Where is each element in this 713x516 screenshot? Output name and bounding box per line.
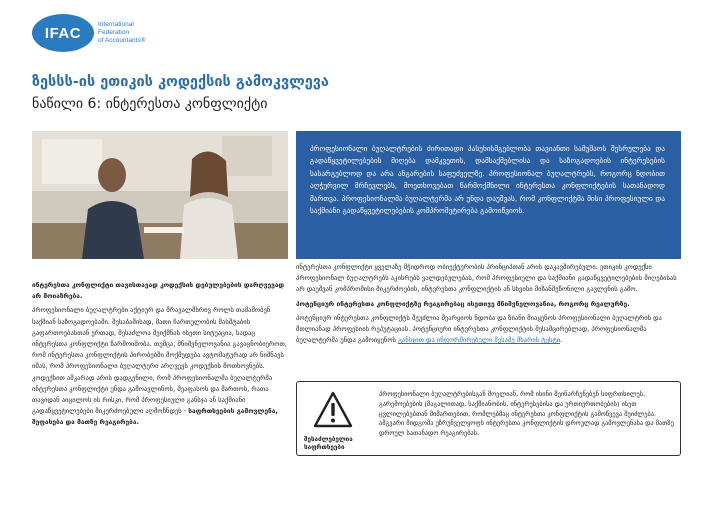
left-column-body bbox=[32, 305, 288, 428]
right-paragraph-2: პოტენციურ ინტერესთა კონფლიქტზე რეაგირებაც ისეთივე მნიშვნელოვანია, როგორც რეალურზე. bbox=[296, 299, 630, 308]
left-column-bold-text: საფრთხეების გამოვლენა, შეფასება და მათზე რეაგირება. bbox=[32, 407, 278, 427]
threats-note-box bbox=[296, 381, 681, 456]
left-column-lead: ინტერესთა კონფლიქტი თავისთავად კოდექსის დებულებების დარღვევად არ მოიაზრება. bbox=[32, 281, 285, 301]
ifac-logo bbox=[32, 14, 145, 52]
right-paragraph-3 bbox=[296, 313, 681, 347]
left-column bbox=[32, 268, 288, 429]
ifac-logo-text bbox=[98, 21, 145, 45]
logo-line-1: International bbox=[98, 21, 134, 28]
right-column bbox=[296, 262, 681, 349]
right-paragraph-3-end: . bbox=[560, 336, 563, 345]
meeting-photo bbox=[32, 131, 288, 259]
intro-callout: პროფესიონალი ბუღალტრების ძირითადი პასუხისმგებლობა თავიანთი სამუშაოს შესრულება და გადაწყვეტილებების მიღება დამკვეთის, დამსაქმებლისა და საზოგადოების ინტერესების სასარგებლოდ და არა ანგარების საფუძველზე. პროფესიონალ ბუღალტრებს, როგორც ნდობით აღჭურვილ მრჩევლებს, მოეთხოვებათ წარმოქმნილი ინტერესთა კონფლიქტების სათანადოდ მართვა. პროფესიონალმა ბუღალტერმა არ უნდა დაუშვას, რომ კონფლიქტმა მისი პროფესიული და საქმიანი გადაწყვეტილებების კომპრომეტირება გამოიწვიოს. bbox=[296, 131, 681, 259]
note-caption: შესაძლებელია საფრთხეები bbox=[304, 436, 353, 451]
ifac-logo-mark: IFAC bbox=[32, 14, 94, 52]
note-icon-area bbox=[304, 390, 362, 452]
note-text: პროფესიონალი ბუღალტრებისგან მოელიან, რომ ისინი შეინარჩუნებენ სიფრთხილეს, გარემოებების (მაგალითად, საქმიანობის, ინტერესებისა და ურთიერთობების) ისეთ ცვლილებებთან მიმართებით, რომლებმაც ინტერესთა კონფლიქტის გამოწვევა შეიძლება. ამგვარი მიდგომა უზრუნველყოფს ინტერესთა კონფლიქტის დროულად გამოვლენასა და მათზე დროულ სათანადო რეაგირებას. bbox=[379, 390, 674, 438]
page-title: ზესსს-ის ეთიკის კოდექსის გამოკვლევა bbox=[32, 74, 329, 90]
page-subtitle: ნაწილი 6: ინტერესთა კონფლიქტი bbox=[32, 96, 268, 112]
logo-line-2: Federation bbox=[98, 29, 130, 36]
warning-icon bbox=[313, 390, 353, 430]
right-paragraph-3-text: პოტენციურ ინტერესთა კონფლიქტს შეუძლია შეარყიოს ნდობა და ზიანი მიაყენოს პროფესიონალი ბუღალტრის და მთლიანად პროფესიის რეპუტაციას. პოტენციური ინტერესთა კონფლიქტის შესამცირებლად, პროფესიონალმა ბუღალტერმა უნდა გამოიყენოს bbox=[296, 313, 662, 345]
left-column-text: პროფესიონალი ბუღალტრები აქტიურ და მრავალმხრივ როლს თამაშობენ საქმიან საზოგადოებაში. შესაბამისად, მათი ჩართულობის მასშტაბის გაფართოებასთან ერთად, შესაძლოა შეიქმნას ისეთი სიტუაცია, სადაც ინტერესთა კონფლიქტი წარმოიშობა. თუმცა, მნიშვნელოვანია გავაცნობიეროთ, რომ ინტერესთა კონფლიქტის პირობებში მოქმედება ავტომატურად არ ნიშნავს იმას, რომ პროფესიონალი ბუღალტერი არღვევს კოდექსის მოთხოვნებს. კოდექსით აშკარად არის დადგენილი, რომ პროფესიონალმა ბუღალტერმა ინტერესთა კონფლიქტი უნდა გამოავლინოს, შეაფასოს და მართოს, რათა თავიდან აიცილოს ის რისკი, რომ პროფესიული განსჯა ან საქმიანი გადაწყვეტილებები მიკერძოებული აღმოჩნდეს - bbox=[32, 306, 287, 416]
meeting-photo-illustration bbox=[32, 131, 288, 259]
logo-line-3: of Accountants® bbox=[98, 37, 146, 44]
third-party-test-link[interactable]: განსჯით და ინფორმირებული მესამე მხარის ტესტი bbox=[398, 336, 561, 345]
right-paragraph-1: ინტერესთა კონფლიქტი ყველაზე მჭიდროდ ობიექტურობის პრინციპთან არის დაკავშირებული. ეთიკის კოდექსი პროფესიონალ ბუღალტრებს აკისრებს ვალდებულებას, რომ პროფესიული და საქმიანი გადაწყვეტილებების მიღებისას არ დაუშვან კომპრომისი მიკერძოების, ინტერესთა კონფლიქტის ან სხვისი მიზანშეწონილი გავლენის გამო. bbox=[296, 263, 677, 294]
